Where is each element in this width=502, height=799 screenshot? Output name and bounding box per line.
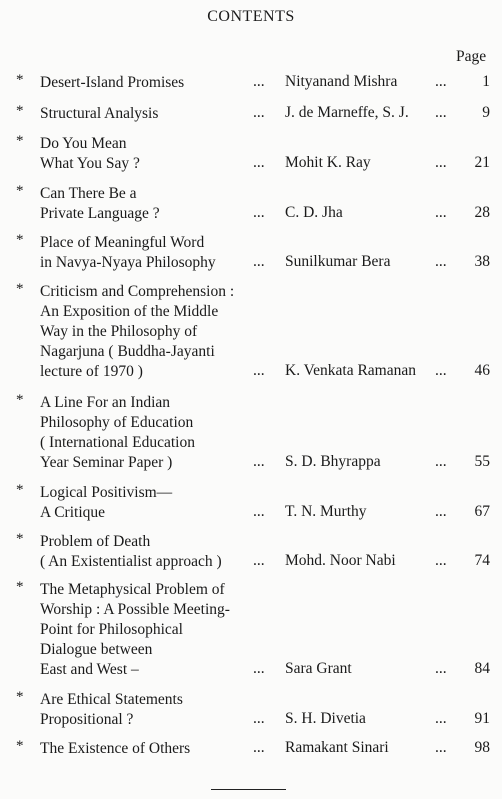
entry-title <box>40 483 280 523</box>
bullet-star: * <box>16 103 24 119</box>
leader-dots: ... <box>435 739 447 756</box>
entry-author: Mohd. Noor Nabi <box>285 552 396 569</box>
leader-dots: ... <box>253 739 265 756</box>
entry-author: Mohit K. Ray <box>285 154 371 171</box>
leader-dots: ... <box>253 104 265 121</box>
leader-dots: ... <box>435 253 447 270</box>
entry-title-line: Do You Mean <box>40 135 127 152</box>
entry-title-line: Year Seminar Paper ) <box>40 454 173 471</box>
leader-dots: ... <box>435 73 447 90</box>
leader-dots: ... <box>435 503 447 520</box>
leader-dots: ... <box>435 104 447 121</box>
leader-dots: ... <box>253 73 265 90</box>
entry-title-line: An Exposition of the Middle <box>40 303 219 320</box>
leader-dots: ... <box>253 204 265 221</box>
entry-title-line: Place of Meaningful Word <box>40 234 205 251</box>
entry-title-line: Dialogue between <box>40 641 153 658</box>
entry-title-line: Propositional ? <box>40 711 134 728</box>
entry-title <box>40 393 280 473</box>
contents-heading: CONTENTS <box>207 8 295 25</box>
entry-author: Sara Grant <box>285 660 352 677</box>
page-column-label: Page <box>456 48 487 65</box>
entry-page-number: 84 <box>474 660 490 677</box>
entry-author: S. H. Divetia <box>285 710 366 727</box>
entry-title <box>40 233 280 273</box>
entry-title-line: Worship : A Possible Meeting- <box>40 601 230 618</box>
entry-author: Sunilkumar Bera <box>285 253 391 270</box>
entry-author: K. Venkata Ramanan <box>285 362 416 379</box>
entry-title-line: The Metaphysical Problem of <box>40 581 225 598</box>
entry-title-line: ( International Education <box>40 434 195 451</box>
entry-author: S. D. Bhyrappa <box>285 453 381 470</box>
entry-title <box>40 184 280 224</box>
leader-dots: ... <box>435 710 447 727</box>
closing-rule <box>211 789 286 790</box>
entry-title <box>40 690 280 730</box>
bullet-star: * <box>16 482 24 498</box>
entry-page-number: 1 <box>482 73 490 90</box>
bullet-star: * <box>16 579 24 595</box>
entry-page-number: 91 <box>474 710 490 727</box>
entry-page-number: 55 <box>474 453 490 470</box>
bullet-star: * <box>16 232 24 248</box>
entry-page-number: 38 <box>474 253 490 270</box>
entry-title <box>40 104 280 124</box>
leader-dots: ... <box>253 154 265 171</box>
entry-title-line: lecture of 1970 ) <box>40 363 143 380</box>
bullet-star: * <box>16 133 24 149</box>
entry-page-number: 98 <box>474 739 490 756</box>
entry-page-number: 9 <box>482 104 490 121</box>
leader-dots: ... <box>253 453 265 470</box>
entry-page-number: 46 <box>474 362 490 379</box>
entry-title-line: Structural Analysis <box>40 105 159 122</box>
entry-title-line: Way in the Philosophy of <box>40 323 198 340</box>
leader-dots: ... <box>253 660 265 677</box>
bullet-star: * <box>16 392 24 408</box>
leader-dots: ... <box>435 154 447 171</box>
leader-dots: ... <box>435 204 447 221</box>
entry-title-line: A Critique <box>40 504 106 521</box>
entry-title-line: in Navya-Nyaya Philosophy <box>40 254 216 271</box>
entry-title-line: Are Ethical Statements <box>40 691 183 708</box>
entry-title-line: East and West – <box>40 661 139 678</box>
entry-title-line: Desert-Island Promises <box>40 74 185 91</box>
entry-page-number: 74 <box>474 552 490 569</box>
entry-title-line: Logical Positivism— <box>40 484 173 501</box>
entry-page-number: 21 <box>474 154 490 171</box>
entry-title <box>40 134 280 174</box>
entry-title <box>40 282 280 382</box>
entry-title-line: ( An Existentialist approach ) <box>40 553 222 570</box>
entry-title-line: Private Language ? <box>40 205 160 222</box>
entry-author: Ramakant Sinari <box>285 739 389 756</box>
entry-title <box>40 739 280 759</box>
entry-author: C. D. Jha <box>285 204 343 221</box>
leader-dots: ... <box>253 503 265 520</box>
leader-dots: ... <box>253 710 265 727</box>
entry-title-line: Point for Philosophical <box>40 621 183 638</box>
entry-page-number: 67 <box>474 503 490 520</box>
entry-author: Nityanand Mishra <box>285 73 398 90</box>
entry-author: J. de Marneffe, S. J. <box>285 104 409 121</box>
leader-dots: ... <box>253 362 265 379</box>
leader-dots: ... <box>253 552 265 569</box>
bullet-star: * <box>16 531 24 547</box>
leader-dots: ... <box>435 660 447 677</box>
entry-title-line: What You Say ? <box>40 155 140 172</box>
entry-title-line: Philosophy of Education <box>40 414 194 431</box>
entry-title-line: Criticism and Comprehension : <box>40 283 235 300</box>
leader-dots: ... <box>435 362 447 379</box>
bullet-star: * <box>16 281 24 297</box>
leader-dots: ... <box>435 552 447 569</box>
leader-dots: ... <box>253 253 265 270</box>
entry-title <box>40 532 280 572</box>
entry-title-line: Nagarjuna ( Buddha-Jayanti <box>40 343 215 360</box>
bullet-star: * <box>16 738 24 754</box>
bullet-star: * <box>16 689 24 705</box>
bullet-star: * <box>16 183 24 199</box>
leader-dots: ... <box>435 453 447 470</box>
entry-author: T. N. Murthy <box>285 503 367 520</box>
entry-title-line: The Existence of Others <box>40 740 191 757</box>
entry-title-line: Problem of Death <box>40 533 151 550</box>
entry-title-line: A Line For an Indian <box>40 394 171 411</box>
entry-title <box>40 580 280 680</box>
bullet-star: * <box>16 72 24 88</box>
entry-title-line: Can There Be a <box>40 185 137 202</box>
entry-page-number: 28 <box>474 204 490 221</box>
entry-title <box>40 73 280 93</box>
